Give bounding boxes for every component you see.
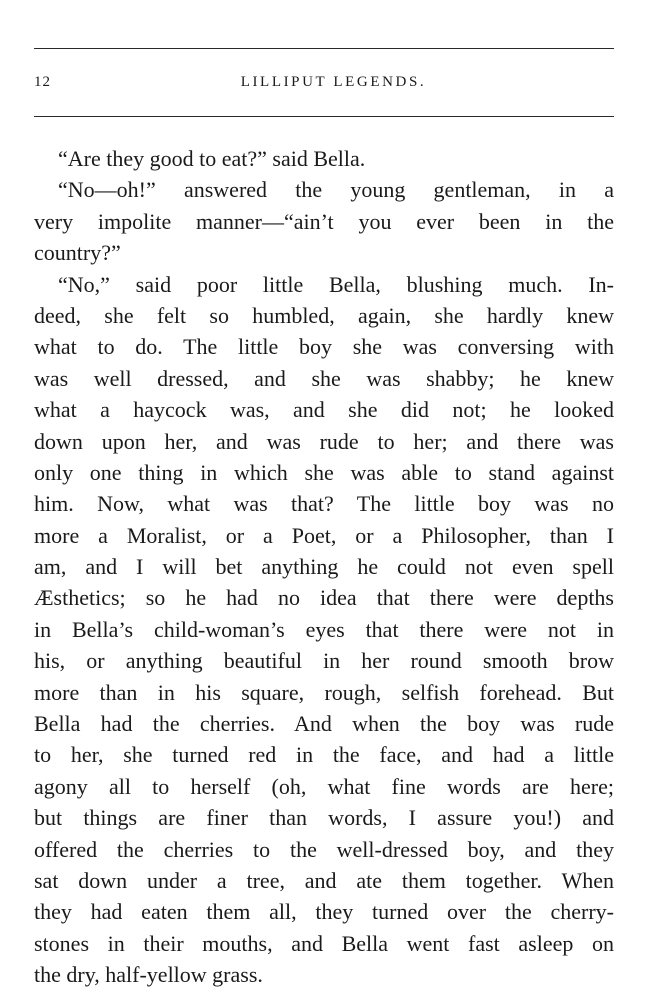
text-line: but things are finer than words, I assure you!) and <box>34 805 614 831</box>
text-line: am, and I will bet anything he could not even spell <box>34 554 614 580</box>
text-line: they had eaten them all, they turned over the cherry- <box>34 899 614 925</box>
text-line: country?” <box>34 240 121 266</box>
text-line: what a haycock was, and she did not; he looked <box>34 397 614 423</box>
text-line: “No—oh!” answered the young gentleman, in a <box>58 177 614 203</box>
text-line: down upon her, and was rude to her; and there was <box>34 428 614 454</box>
text-line: in Bella’s child-woman’s eyes that there were not in <box>34 616 614 642</box>
text-line: agony all to herself (oh, what fine words are here; <box>34 773 614 799</box>
text-line: offered the cherries to the well-dressed boy, and they <box>34 836 614 862</box>
text-line: stones in their mouths, and Bella went fast asleep on <box>34 930 614 956</box>
text-line: him. Now, what was that? The little boy was no <box>34 491 614 517</box>
page-number: 12 <box>34 74 51 90</box>
text-line: what to do. The little boy she was conversing with <box>34 334 614 360</box>
text-line: only one thing in which she was able to stand against <box>34 459 614 485</box>
text-line: deed, she felt so humbled, again, she hardly knew <box>34 302 614 328</box>
text-line: Æsthetics; so he had no idea that there were depths <box>34 585 614 611</box>
text-line: more than in his square, rough, selfish forehead. But <box>34 679 614 705</box>
text-line: sat down under a tree, and ate them together. When <box>34 867 614 893</box>
text-line: was well dressed, and she was shabby; he knew <box>34 365 614 391</box>
text-line: to her, she turned red in the face, and had a little <box>34 742 614 768</box>
text-line: more a Moralist, or a Poet, or a Philosopher, than I <box>34 522 614 548</box>
header-rule-top <box>34 48 614 49</box>
text-line: his, or anything beautiful in her round smooth brow <box>34 648 614 674</box>
text-line: the dry, half-yellow grass. <box>34 962 263 988</box>
text-line: very impolite manner—“ain’t you ever been in the <box>34 208 614 234</box>
header-rule-bottom <box>34 116 614 117</box>
text-line: “Are they good to eat?” said Bella. <box>58 146 366 171</box>
body-text <box>34 143 614 991</box>
text-line: Bella had the cherries. And when the boy was rude <box>34 711 614 737</box>
text-line: “No,” said poor little Bella, blushing much. In- <box>58 271 614 297</box>
running-head-title: LILLIPUT LEGENDS. <box>240 74 427 90</box>
